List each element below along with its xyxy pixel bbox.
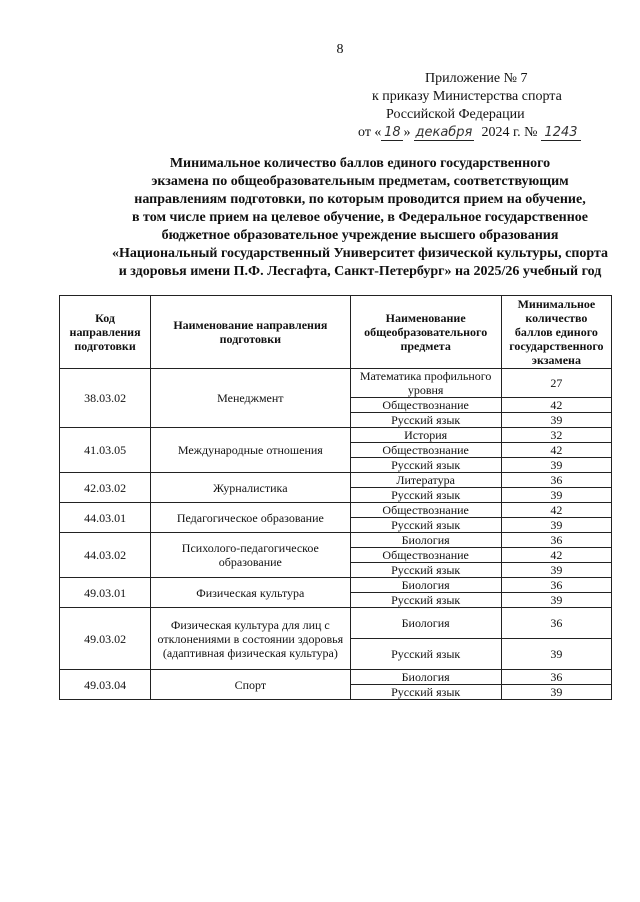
scores-table — [59, 295, 612, 700]
cell-subject: Русский язык — [350, 563, 501, 578]
handwritten-order-number: 1243 — [541, 126, 581, 141]
cell-direction: Физическая культура — [151, 578, 350, 608]
cell-subject: Русский язык — [350, 458, 501, 473]
cell-score: 39 — [501, 413, 611, 428]
cell-score: 39 — [501, 518, 611, 533]
cell-score: 32 — [501, 428, 611, 443]
cell-score: 36 — [501, 670, 611, 685]
cell-code: 44.03.01 — [60, 503, 151, 533]
cell-subject: Биология — [350, 578, 501, 593]
cell-subject: Биология — [350, 533, 501, 548]
cell-direction: Психолого-педагогическое образование — [151, 533, 350, 578]
cell-score: 39 — [501, 488, 611, 503]
appendix-title: Приложение № 7 — [425, 71, 528, 86]
cell-direction: Международные отношения — [151, 428, 350, 473]
appendix-order-ref: к приказу Министерства спорта — [372, 89, 562, 104]
cell-subject: Обществознание — [350, 503, 501, 518]
date-mid: » — [403, 125, 411, 140]
cell-direction: Журналистика — [151, 473, 350, 503]
cell-code: 49.03.02 — [60, 608, 151, 670]
cell-code: 44.03.02 — [60, 533, 151, 578]
cell-subject: История — [350, 428, 501, 443]
cell-subject: Литература — [350, 473, 501, 488]
cell-subject: Русский язык — [350, 413, 501, 428]
title-line: в том числе прием на целевое обучение, в Федеральное государственное — [131, 210, 589, 225]
cell-score: 27 — [501, 369, 611, 398]
header-subject: Наименование общеобразовательного предмета — [350, 296, 501, 369]
cell-score: 36 — [501, 608, 611, 639]
cell-subject: Русский язык — [350, 685, 501, 700]
title-line: «Национальный государственный Университет физической культуры, спорта — [111, 246, 609, 261]
table-row — [60, 533, 612, 548]
date-prefix: от « — [358, 125, 382, 140]
cell-subject: Русский язык — [350, 593, 501, 608]
cell-score: 39 — [501, 639, 611, 670]
document-title — [60, 155, 640, 281]
cell-subject: Биология — [350, 670, 501, 685]
cell-direction: Менеджмент — [151, 369, 350, 428]
cell-code: 38.03.02 — [60, 369, 151, 428]
cell-score: 39 — [501, 563, 611, 578]
cell-subject: Обществознание — [350, 443, 501, 458]
cell-direction: Спорт — [151, 670, 350, 700]
date-year: 2024 г. № — [481, 125, 538, 140]
table-header-row — [60, 296, 612, 369]
appendix-date-line — [300, 124, 600, 142]
table-body — [60, 369, 612, 700]
cell-subject: Математика профильного уровня — [350, 369, 501, 398]
cell-score: 42 — [501, 443, 611, 458]
table-row — [60, 369, 612, 398]
handwritten-day: 18 — [381, 126, 403, 141]
title-line: направлениям подготовки, по которым проводится прием на обучение, — [134, 192, 586, 207]
cell-score: 36 — [501, 578, 611, 593]
title-line: экзамена по общеобразовательным предметам, соответствующим — [151, 174, 569, 189]
cell-score: 42 — [501, 398, 611, 413]
table-row — [60, 670, 612, 685]
table-row — [60, 578, 612, 593]
appendix-ministry: Российской Федерации — [386, 107, 525, 122]
table-row — [60, 503, 612, 518]
cell-score: 36 — [501, 473, 611, 488]
cell-score: 42 — [501, 548, 611, 563]
cell-subject: Обществознание — [350, 548, 501, 563]
cell-subject: Русский язык — [350, 639, 501, 670]
cell-direction: Физическая культура для лиц с отклонениями в состоянии здоровья (адаптивная физическая культура) — [151, 608, 350, 670]
table-row — [60, 608, 612, 639]
cell-score: 36 — [501, 533, 611, 548]
cell-code: 49.03.04 — [60, 670, 151, 700]
title-line: Минимальное количество баллов единого государственного — [169, 156, 551, 171]
cell-subject: Обществознание — [350, 398, 501, 413]
cell-code: 49.03.01 — [60, 578, 151, 608]
table-row — [60, 428, 612, 443]
cell-direction: Педагогическое образование — [151, 503, 350, 533]
header-min-score: Минимальное количество баллов единого государственного экзамена — [501, 296, 611, 369]
cell-score: 39 — [501, 593, 611, 608]
cell-score: 39 — [501, 685, 611, 700]
cell-subject: Русский язык — [350, 488, 501, 503]
cell-subject: Биология — [350, 608, 501, 639]
cell-score: 42 — [501, 503, 611, 518]
header-code: Код направления подготовки — [60, 296, 151, 369]
handwritten-month: декабря — [415, 125, 473, 140]
cell-subject: Русский язык — [350, 518, 501, 533]
title-line: и здоровья имени П.Ф. Лесгафта, Санкт-Петербург» на 2025/26 учебный год — [118, 264, 602, 279]
cell-code: 42.03.02 — [60, 473, 151, 503]
table-row — [60, 473, 612, 488]
header-direction: Наименование направления подготовки — [151, 296, 350, 369]
cell-code: 41.03.05 — [60, 428, 151, 473]
page-number: 8 — [336, 42, 344, 57]
title-line: бюджетное образовательное учреждение высшего образования — [161, 228, 559, 243]
cell-score: 39 — [501, 458, 611, 473]
appendix-block — [300, 70, 600, 142]
